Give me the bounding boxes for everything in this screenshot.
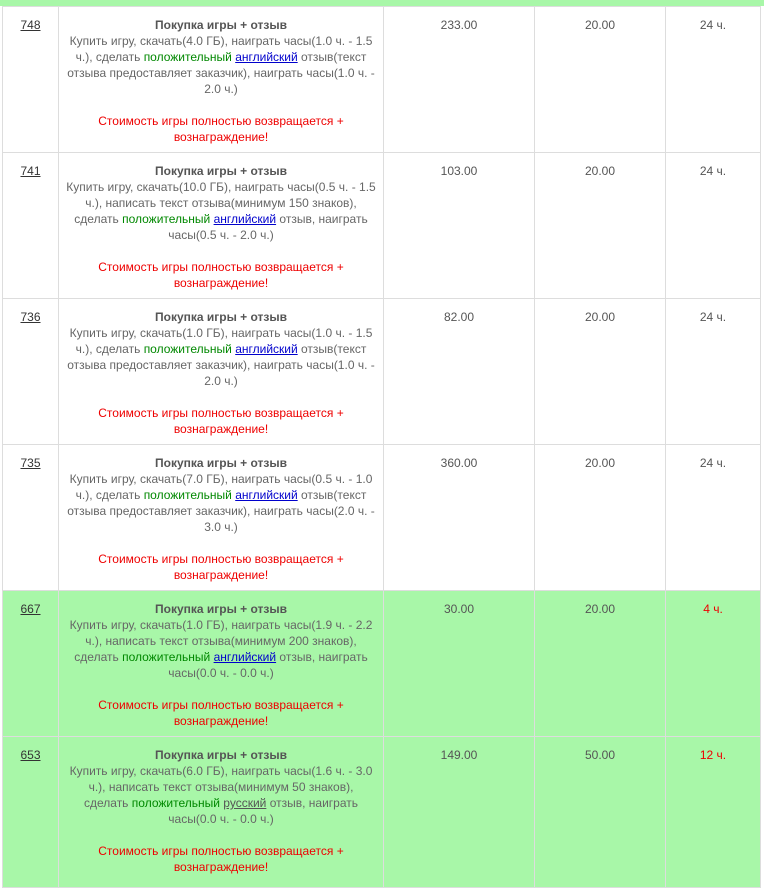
game-price-cell: 233.00 bbox=[384, 7, 535, 153]
task-description-cell bbox=[59, 153, 384, 299]
review-type-positive: положительный bbox=[143, 50, 232, 64]
reward-cell: 50.00 bbox=[535, 737, 666, 888]
refund-note: Стоимость игры полностью возвращается + вознаграждение! bbox=[98, 406, 344, 436]
task-id-link[interactable]: 735 bbox=[20, 456, 41, 470]
task-title: Покупка игры + отзыв bbox=[154, 456, 288, 470]
task-description-text: Купить игру, скачать(7.0 ГБ), наиграть часы(0.5 ч. - 1.0 ч.), сделать bbox=[69, 472, 373, 502]
task-description-cell bbox=[59, 7, 384, 153]
task-description-text: отзыв(текст отзыва предоставляет заказчик), наиграть часы(1.0 ч. - 2.0 ч.) bbox=[67, 342, 375, 388]
task-title: Покупка игры + отзыв bbox=[154, 748, 288, 762]
task-id-link[interactable]: 741 bbox=[20, 164, 41, 178]
task-description-text: Купить игру, скачать(1.0 ГБ), наиграть часы(1.0 ч. - 1.5 ч.), сделать bbox=[69, 326, 373, 356]
task-description-text: Купить игру, скачать(6.0 ГБ), наиграть часы(1.6 ч. - 3.0 ч.), написать текст отзыва(минимум 50 знаков), сделать bbox=[69, 764, 373, 810]
task-id-link[interactable]: 653 bbox=[20, 748, 41, 762]
refund-note: Стоимость игры полностью возвращается + вознаграждение! bbox=[98, 260, 344, 290]
refund-note: Стоимость игры полностью возвращается + вознаграждение! bbox=[98, 844, 344, 874]
refund-note: Стоимость игры полностью возвращается + вознаграждение! bbox=[98, 698, 344, 728]
task-id-cell bbox=[3, 153, 59, 299]
review-type-positive: положительный bbox=[122, 212, 211, 226]
table-row bbox=[3, 299, 761, 445]
task-id-link[interactable]: 667 bbox=[20, 602, 41, 616]
time-limit-cell: 24 ч. bbox=[666, 153, 761, 299]
task-id-cell bbox=[3, 737, 59, 888]
game-price-cell: 149.00 bbox=[384, 737, 535, 888]
game-price-cell: 30.00 bbox=[384, 591, 535, 737]
table-row-highlighted bbox=[3, 737, 761, 888]
table-row-highlighted bbox=[3, 591, 761, 737]
task-description-text: Купить игру, скачать(1.0 ГБ), наиграть часы(1.9 ч. - 2.2 ч.), написать текст отзыва(минимум 200 знаков), сделать bbox=[69, 618, 373, 664]
table-row bbox=[3, 153, 761, 299]
task-id-cell bbox=[3, 591, 59, 737]
time-limit-cell: 24 ч. bbox=[666, 445, 761, 591]
task-id-cell bbox=[3, 7, 59, 153]
review-type-positive: положительный bbox=[131, 796, 220, 810]
task-description-text: отзыв, наиграть часы(0.0 ч. - 0.0 ч.) bbox=[168, 650, 368, 680]
reward-cell: 20.00 bbox=[535, 7, 666, 153]
task-description-cell bbox=[59, 737, 384, 888]
reward-cell: 20.00 bbox=[535, 299, 666, 445]
time-limit-cell: 24 ч. bbox=[666, 299, 761, 445]
task-description-cell bbox=[59, 445, 384, 591]
review-type-positive: положительный bbox=[143, 342, 232, 356]
refund-note: Стоимость игры полностью возвращается + вознаграждение! bbox=[98, 114, 344, 144]
refund-note: Стоимость игры полностью возвращается + вознаграждение! bbox=[98, 552, 344, 582]
time-limit-cell: 24 ч. bbox=[666, 7, 761, 153]
task-description-text: отзыв, наиграть часы(0.5 ч. - 2.0 ч.) bbox=[168, 212, 368, 242]
time-limit-cell: 4 ч. bbox=[666, 591, 761, 737]
review-language-link[interactable]: английский bbox=[235, 488, 298, 502]
review-language-link[interactable]: английский bbox=[235, 50, 298, 64]
reward-cell: 20.00 bbox=[535, 591, 666, 737]
task-title: Покупка игры + отзыв bbox=[154, 18, 288, 32]
task-id-cell bbox=[3, 445, 59, 591]
task-description-text: отзыв(текст отзыва предоставляет заказчик), наиграть часы(2.0 ч. - 3.0 ч.) bbox=[67, 488, 375, 534]
task-title: Покупка игры + отзыв bbox=[154, 602, 288, 616]
task-title: Покупка игры + отзыв bbox=[154, 164, 288, 178]
review-language-link[interactable]: английский bbox=[235, 342, 298, 356]
game-price-cell: 360.00 bbox=[384, 445, 535, 591]
task-id-link[interactable]: 748 bbox=[20, 18, 41, 32]
task-description-text: Купить игру, скачать(4.0 ГБ), наиграть часы(1.0 ч. - 1.5 ч.), сделать bbox=[69, 34, 373, 64]
task-description-cell bbox=[59, 299, 384, 445]
task-description-text: отзыв, наиграть часы(0.0 ч. - 0.0 ч.) bbox=[168, 796, 358, 826]
review-type-positive: положительный bbox=[143, 488, 232, 502]
reward-cell: 20.00 bbox=[535, 153, 666, 299]
review-language-link[interactable]: русский bbox=[223, 796, 267, 810]
task-description-text: отзыв(текст отзыва предоставляет заказчик), наиграть часы(1.0 ч. - 2.0 ч.) bbox=[67, 50, 375, 96]
review-language-link[interactable]: английский bbox=[213, 212, 277, 226]
table-row bbox=[3, 7, 761, 153]
table-row bbox=[3, 445, 761, 591]
game-price-cell: 82.00 bbox=[384, 299, 535, 445]
review-language-link[interactable]: английский bbox=[213, 650, 277, 664]
task-description-cell bbox=[59, 591, 384, 737]
task-id-cell bbox=[3, 299, 59, 445]
task-title: Покупка игры + отзыв bbox=[154, 310, 288, 324]
task-description-text: Купить игру, скачать(10.0 ГБ), наиграть часы(0.5 ч. - 1.5 ч.), написать текст отзыва(минимум 150 знаков), сделать bbox=[66, 180, 376, 226]
review-type-positive: положительный bbox=[122, 650, 211, 664]
time-limit-cell: 12 ч. bbox=[666, 737, 761, 888]
game-price-cell: 103.00 bbox=[384, 153, 535, 299]
task-table bbox=[2, 6, 761, 888]
reward-cell: 20.00 bbox=[535, 445, 666, 591]
task-id-link[interactable]: 736 bbox=[20, 310, 41, 324]
